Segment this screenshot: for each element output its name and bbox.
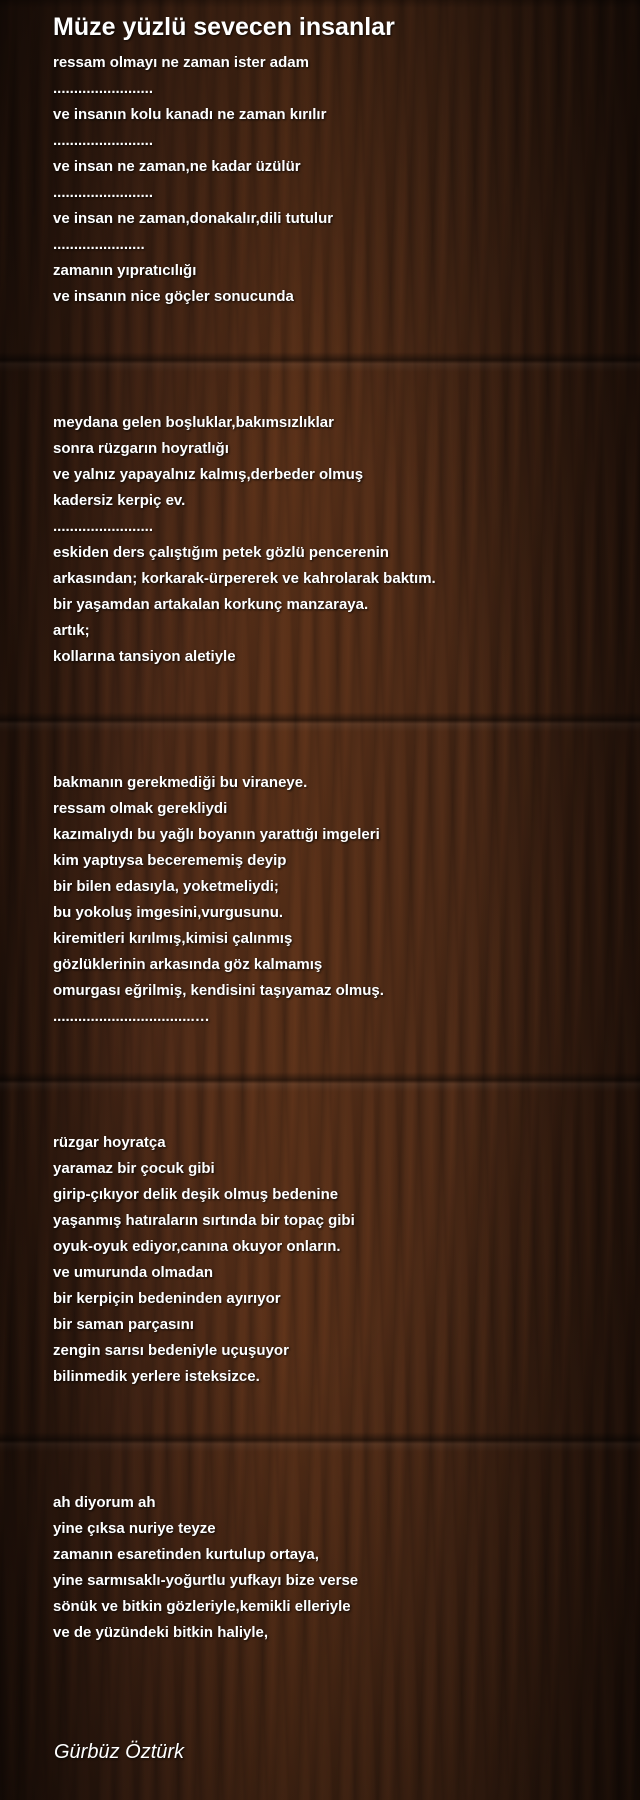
- poem-line: sönük ve bitkin gözleriyle,kemikli elleriyle: [53, 1598, 351, 1615]
- poem-line: ve insanın nice göçler sonucunda: [53, 288, 294, 305]
- poem-line: ressam olmayı ne zaman ister adam: [53, 54, 309, 71]
- poem-line: ve insanın kolu kanadı ne zaman kırılır: [53, 106, 327, 123]
- poem-line: kim yaptıysa becerememiş deyip: [53, 852, 287, 869]
- poem-line: yaşanmış hatıraların sırtında bir topaç gibi: [53, 1212, 355, 1229]
- stanza: [53, 770, 384, 1030]
- poem-line: ........................: [53, 184, 154, 201]
- poem-line: sonra rüzgarın hoyratlığı: [53, 440, 229, 457]
- poem-line: ve insan ne zaman,donakalır,dili tutulur: [53, 210, 334, 227]
- poem-line: ve insan ne zaman,ne kadar üzülür: [53, 158, 301, 175]
- poem-line: gözlüklerinin arkasında göz kalmamış: [53, 956, 323, 973]
- poem-line: eskiden ders çalıştığım petek gözlü pencerenin: [53, 544, 389, 561]
- poem-line: ah diyorum ah: [53, 1494, 156, 1511]
- poem-line: kazımalıydı bu yağlı boyanın yarattığı imgeleri: [53, 826, 380, 843]
- poem-line: ......................: [53, 236, 145, 253]
- stanza: [53, 1130, 355, 1390]
- poem-line: bir bilen edasıyla, yoketmeliydi;: [53, 878, 279, 895]
- poem-title: Müze yüzlü sevecen insanlar: [53, 13, 395, 41]
- poem-line: bu yokoluş imgesini,vurgusunu.: [53, 904, 284, 921]
- poem-line: ve de yüzündeki bitkin haliyle,: [53, 1624, 269, 1641]
- poem-line: bilinmedik yerlere isteksizce.: [53, 1368, 260, 1385]
- poem-line: zengin sarısı bedeniyle uçuşuyor: [53, 1342, 289, 1359]
- poem-line: yaramaz bir çocuk gibi: [53, 1160, 215, 1177]
- poem-line: zamanın yıpratıcılığı: [53, 262, 197, 279]
- poem-line: rüzgar hoyratça: [53, 1134, 166, 1151]
- poem-line: kiremitleri kırılmış,kimisi çalınmış: [53, 930, 293, 947]
- poem-author: Gürbüz Öztürk: [54, 1741, 185, 1763]
- poem-line: artık;: [53, 622, 90, 639]
- poem-line: kollarına tansiyon aletiyle: [53, 648, 236, 665]
- poem-line: ve umurunda olmadan: [53, 1264, 214, 1281]
- poem-line: oyuk-oyuk ediyor,canına okuyor onların.: [53, 1238, 341, 1255]
- poem-line: bir kerpiçin bedeninden ayırıyor: [53, 1290, 281, 1307]
- poem-line: bir saman parçasını: [53, 1316, 194, 1333]
- poem-line: yine çıksa nuriye teyze: [53, 1520, 216, 1537]
- poem-line: ..................................…: [53, 1008, 210, 1025]
- poem-line: bir yaşamdan artakalan korkunç manzaraya.: [53, 596, 369, 613]
- poem-line: ve yalnız yapayalnız kalmış,derbeder olmuş: [53, 466, 364, 483]
- stanza: [53, 1490, 358, 1646]
- poem-line: zamanın esaretinden kurtulup ortaya,: [53, 1546, 319, 1563]
- poem-line: ........................: [53, 518, 154, 535]
- poem-line: bakmanın gerekmediği bu viraneye.: [53, 774, 308, 791]
- poem-line: ........................: [53, 80, 154, 97]
- poem-line: omurgası eğrilmiş, kendisini taşıyamaz olmuş.: [53, 982, 384, 999]
- stanza: [53, 410, 436, 670]
- stanza: [53, 50, 333, 310]
- poem-line: meydana gelen boşluklar,bakımsızlıklar: [53, 414, 334, 431]
- poem-line: girip-çıkıyor delik deşik olmuş bedenine: [53, 1186, 339, 1203]
- poem-line: kadersiz kerpiç ev.: [53, 492, 186, 509]
- poem-line: yine sarmısaklı-yoğurtlu yufkayı bize verse: [53, 1572, 359, 1589]
- poem-line: arkasından; korkarak-ürpererek ve kahrolarak baktım.: [53, 570, 436, 587]
- poem-line: ressam olmak gerekliydi: [53, 800, 228, 817]
- poem-line: ........................: [53, 132, 154, 149]
